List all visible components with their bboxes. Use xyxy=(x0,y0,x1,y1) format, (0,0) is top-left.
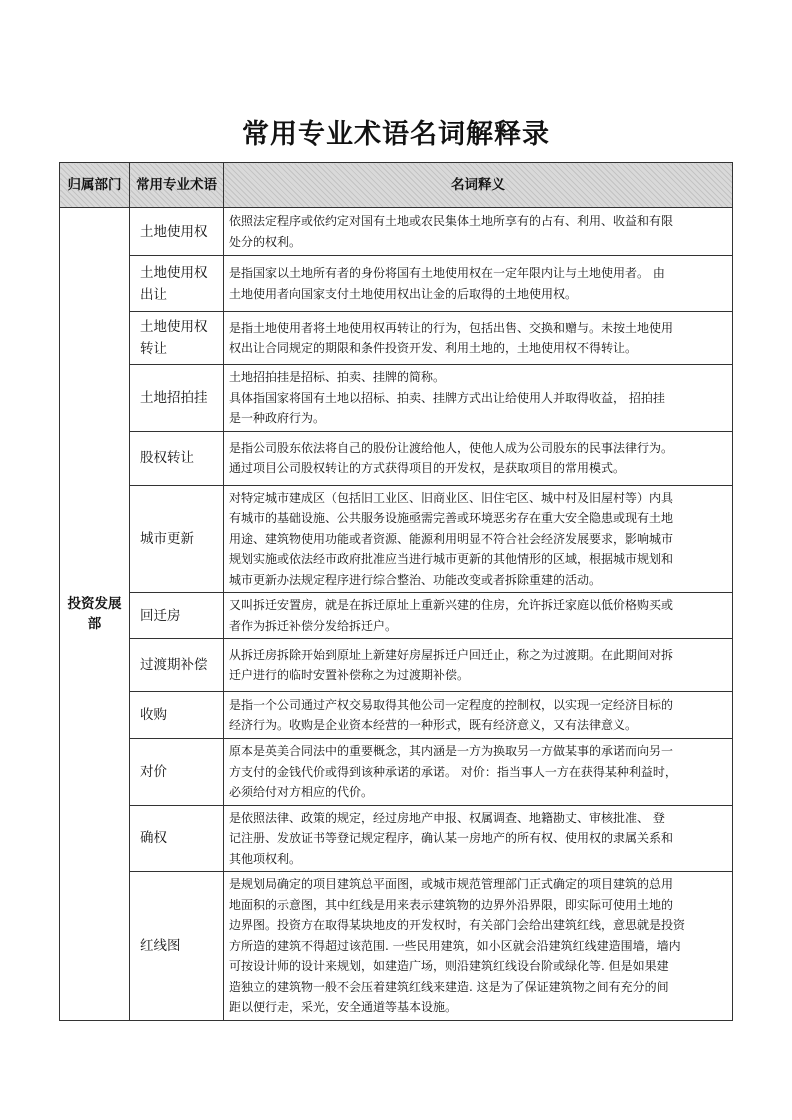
term-cell: 收购 xyxy=(130,692,224,739)
definition-cell xyxy=(224,692,733,739)
term-cell: 土地使用权出让 xyxy=(130,256,224,312)
definition-line: 又叫拆迁安置房，就是在拆迁原址上重新兴建的住房，允许拆迁家庭以低价格购买或 xyxy=(229,598,674,612)
table-row xyxy=(60,365,733,432)
term-cell: 回迁房 xyxy=(130,593,224,639)
table-row xyxy=(60,872,733,1021)
definition-line: 规划实施或依法经市政府批准应当进行城市更新的其他情形的区域，根据城市规划和 xyxy=(229,552,674,566)
definition-line: 其他项权利。 xyxy=(229,851,302,866)
definition-line: 处分的权利。 xyxy=(229,234,302,249)
definition-line: 距以便行走，采光，安全通道等基本设施。 xyxy=(229,1000,458,1014)
definition-line: 是一种政府行为。 xyxy=(229,411,326,425)
definition-line: 用途、建筑物使用功能或者资源、能源利用明显不符合社会经济发展要求，影响城市 xyxy=(229,531,674,546)
definition-cell xyxy=(224,639,733,692)
definition-cell xyxy=(224,805,733,872)
definition-line: 依照法定程序或依约定对国有土地或农民集体土地所享有的占有、利用、收益和有限 xyxy=(229,214,674,228)
definition-cell xyxy=(224,739,733,806)
table-row xyxy=(60,485,733,593)
glossary-body xyxy=(60,208,733,1021)
definition-line: 具体指国家将国有土地以招标、拍卖、挂牌方式出让给使用人并取得收益， 招拍挂 xyxy=(229,390,665,405)
definition-line: 方支付的金钱代价或得到该种承诺的承诺。 对价：指当事人一方在获得某种利益时， xyxy=(229,764,677,779)
definition-line: 方所造的建筑不得超过该范围. 一些民用建筑，如小区就会沿建筑红线建造围墙，墙内 xyxy=(229,938,681,953)
header-department: 归属部门 xyxy=(60,163,130,208)
definition-line: 原本是英美合同法中的重要概念，其内涵是一方为换取另一方做某事的承诺而向另一 xyxy=(229,744,674,758)
table-row xyxy=(60,593,733,639)
header-term: 常用专业术语 xyxy=(130,163,224,208)
definition-line: 从拆迁房拆除开始到原址上新建好房屋拆迁户回迁止，称之为过渡期。在此期间对拆 xyxy=(229,647,674,662)
definition-cell xyxy=(224,365,733,432)
definition-line: 迁户进行的临时安置补偿称之为过渡期补偿。 xyxy=(229,668,470,682)
definition-line: 记注册、发放证书等登记规定程序，确认某一房地产的所有权、使用权的隶属关系和 xyxy=(229,831,674,845)
table-row xyxy=(60,208,733,256)
definition-cell xyxy=(224,431,733,485)
table-row xyxy=(60,692,733,739)
table-row xyxy=(60,312,733,365)
department-cell: 投资发展部 xyxy=(60,208,130,1021)
term-cell: 对价 xyxy=(130,739,224,806)
header-definition: 名词释义 xyxy=(224,163,733,208)
definition-line: 造独立的建筑物一般不会压着建筑红线来建造. 这是为了保证建筑物之间有充分的间 xyxy=(229,979,669,994)
definition-line: 是规划局确定的项目建筑总平面图，或城市规范管理部门正式确定的项目建筑的总用 xyxy=(229,877,674,891)
definition-cell xyxy=(224,312,733,365)
definition-line: 对特定城市建成区（包括旧工业区、旧商业区、旧住宅区、城中村及旧屋村等）内具 xyxy=(229,490,674,505)
definition-line: 有城市的基础设施、公共服务设施亟需完善或环境恶劣存在重大安全隐患或现有土地 xyxy=(229,511,674,525)
term-cell: 确权 xyxy=(130,805,224,872)
table-row xyxy=(60,639,733,692)
definition-cell xyxy=(224,872,733,1021)
term-cell: 土地招拍挂 xyxy=(130,365,224,432)
definition-line: 是依照法律、政策的规定，经过房地产申报、权属调查、地籍勘丈、审核批准、 登 xyxy=(229,810,665,825)
definition-line: 可按设计师的设计来规划，如建造广场，则沿建筑红线设台阶或绿化等. 但是如果建 xyxy=(229,959,669,973)
table-row xyxy=(60,805,733,872)
definition-line: 经济行为。收购是企业资本经营的一种形式，既有经济意义，又有法律意义。 xyxy=(229,718,638,732)
definition-line: 是指土地使用者将土地使用权再转让的行为，包括出售、交换和赠与。未按土地使用 xyxy=(229,320,674,335)
definition-cell xyxy=(224,208,733,256)
glossary-table xyxy=(59,162,733,1021)
definition-line: 是指一个公司通过产权交易取得其他公司一定程度的控制权，以实现一定经济目标的 xyxy=(229,697,674,712)
definition-line: 者作为拆迁补偿分发给拆迁户。 xyxy=(229,618,398,633)
definition-cell xyxy=(224,485,733,593)
definition-line: 土地使用者向国家支付土地使用权出让金的后取得的土地使用权。 xyxy=(229,286,578,301)
definition-cell xyxy=(224,256,733,312)
definition-line: 边界图。投资方在取得某块地皮的开发权时，有关部门会给出建筑红线，意思就是投资 xyxy=(229,918,686,932)
term-cell: 土地使用权转让 xyxy=(130,312,224,365)
definition-line: 是指公司股东依法将自己的股份让渡给他人，使他人成为公司股东的民事法律行为。 xyxy=(229,440,674,455)
term-cell: 红线图 xyxy=(130,872,224,1021)
table-row xyxy=(60,431,733,485)
term-cell: 土地使用权 xyxy=(130,208,224,256)
definition-line: 城市更新办法规定程序进行综合整治、功能改变或者拆除重建的活动。 xyxy=(229,572,602,587)
definition-line: 土地招拍挂是招标、拍卖、挂牌的简称。 xyxy=(229,370,446,384)
header-row xyxy=(60,163,733,208)
definition-line: 权出让合同规定的期限和条件投资开发、利用土地的，土地使用权不得转让。 xyxy=(229,341,638,355)
definition-line: 通过项目公司股权转让的方式获得项目的开发权，是获取项目的常用模式。 xyxy=(229,461,626,475)
table-row xyxy=(60,256,733,312)
definition-line: 必须给付对方相应的代价。 xyxy=(229,785,374,799)
definition-line: 是指国家以土地所有者的身份将国有土地使用权在一定年限内让与土地使用者。 由 xyxy=(229,266,665,280)
table-row xyxy=(60,739,733,806)
term-cell: 过渡期补偿 xyxy=(130,639,224,692)
page-title: 常用专业术语名词解释录 xyxy=(242,119,550,150)
term-cell: 股权转让 xyxy=(130,431,224,485)
definition-cell xyxy=(224,593,733,639)
definition-line: 地面积的示意图，其中红线是用来表示建筑物的边界外沿界限，即实际可使用土地的 xyxy=(229,897,674,912)
term-cell: 城市更新 xyxy=(130,485,224,593)
